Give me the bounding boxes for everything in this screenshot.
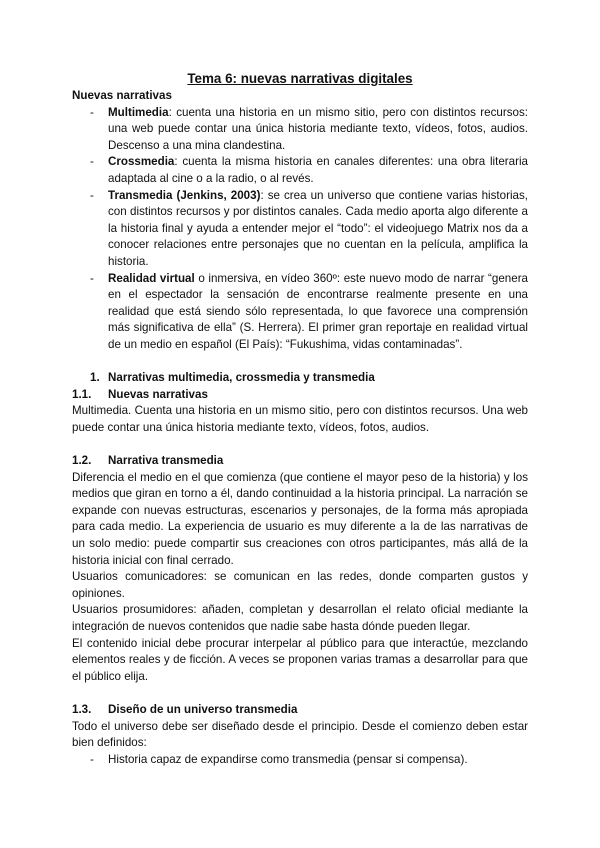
section-title: Diseño de un universo transmedia [108,702,298,716]
section-1-1-heading [72,387,528,404]
list-item-term: Realidad virtual [108,271,195,285]
spacer [72,436,528,453]
list-item-text: : cuenta la misma historia en canales diferentes: una obra literaria adaptada al cine o a la radio, o al revés. [108,155,528,185]
list-item-text: : se crea un universo que contiene varias historias, con distintos recursos y por distintos canales. Cada medio aporta algo diferente a la historia final y ayuda a entender mejor el “todo”: el videojuego Matrix nos da a conocer relaciones entre personajes que no cuentan en la película, amplifica la historia. [108,188,528,268]
section-1-heading [72,370,528,387]
list-item-realidad-virtual [72,271,528,354]
section-number: 1.2. [72,454,92,468]
spacer [72,354,528,371]
spacer [72,685,528,702]
list-item-term: Transmedia (Jenkins, 2003) [108,188,261,202]
document-title: Tema 6: nuevas narrativas digitales [187,71,413,86]
section-title: Narrativas multimedia, crossmedia y transmedia [108,371,375,385]
dash-bullet-icon: - [90,105,94,119]
paragraph: Diferencia el medio en el que comienza (que contiene el mayor peso de la historia) y los medios que giran en torno a él, dando continuidad a la historia principal. La narración se expande con nuevas estructuras, escenarios y personajes, de la forma más apropiada para cada medio. La experiencia de usuario es muy diferente a la de las narrativas de un solo medio: puede compartir sus creaciones con otros participantes, más allá de la historia inicial con final cerrado. [72,470,528,567]
list-item-transmedia [72,188,528,271]
section-title: Narrativa transmedia [108,454,224,468]
list-item-text: Historia capaz de expandirse como transmedia (pensar si compensa). [108,752,468,766]
list-item-text: o inmersiva, en vídeo 360º: este nuevo modo de narrar “genera en el espectador la sensación de encontrarse realmente presente en una realidad que está siendo sólo representada, lo que favorece una comprensión más significativa de ella” (S. Herrera). El primer gran reportaje en realidad virtual de un medio en español (El País): “Fukushima, vidas contaminadas”. [108,271,528,351]
section-number: 1.1. [72,387,92,401]
list-item-term: Crossmedia [108,155,175,169]
list-item-term: Multimedia [108,105,169,119]
dash-bullet-icon: - [90,155,94,169]
paragraph: Usuarios prosumidores: añaden, completan y desarrollan el relato oficial mediante la integración de nuevos contenidos que nadie sabe hasta dónde pueden llegar. [72,603,528,633]
section-number: 1. [90,371,100,385]
dash-bullet-icon: - [90,271,94,285]
section-number: 1.3. [72,702,92,716]
section-title: Nuevas narrativas [108,387,208,401]
intro-list [72,105,528,354]
paragraph: Multimedia. Cuenta una historia en un mismo sitio, pero con distintos recursos. Una web puede contar una única historia mediante texto, vídeos, fotos, audios. [72,404,528,434]
dash-bullet-icon: - [90,188,94,202]
paragraph: Todo el universo debe ser diseñado desde el principio. Desde el comienzo deben estar bien definidos: [72,719,528,750]
list-item-text: : cuenta una historia en un mismo sitio, pero con distintos recursos: una web puede contar una única historia mediante texto, vídeos, fotos, audios. Descenso a una mina clandestina. [108,105,528,152]
dash-bullet-icon: - [90,752,94,766]
section-1-3-heading [72,702,528,719]
design-list [72,752,528,769]
paragraph: Usuarios comunicadores: se comunican en las redes, donde comparten gustos y opiniones. [72,570,528,600]
list-item-crossmedia [72,154,528,187]
section-1-2-heading [72,453,528,470]
paragraph: El contenido inicial debe procurar interpelar al público para que interactúe, mezclando elementos reales y de ficción. A veces se proponen varias tramas a desarrollar para que el público elija. [72,636,528,683]
intro-heading: Nuevas narrativas [72,89,172,102]
list-item [72,752,528,769]
document-page [72,70,528,768]
list-item-multimedia [72,105,528,155]
